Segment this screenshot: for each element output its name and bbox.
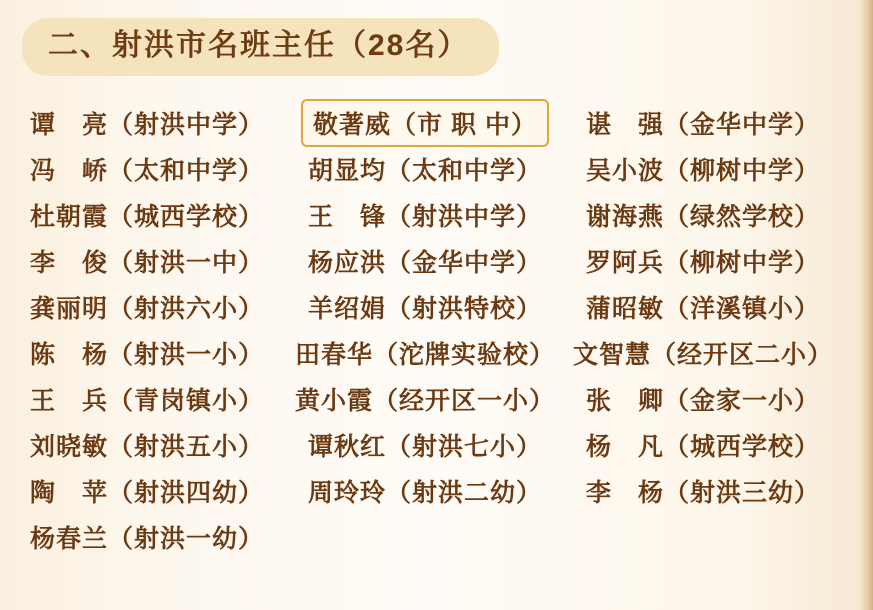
list-item	[564, 105, 842, 141]
list-item	[564, 289, 842, 325]
entry-name: 陈 杨（射洪一小）	[29, 341, 264, 369]
table-row	[0, 238, 873, 284]
entry-name: 龚丽明（射洪六小）	[29, 295, 264, 323]
list-item	[286, 151, 564, 187]
entry-name: 杨应洪（金华中学）	[307, 249, 542, 277]
entry-name: 王 兵（青岗镇小）	[29, 387, 264, 415]
entry-name: 谭 亮（射洪中学）	[29, 111, 264, 139]
list-item	[286, 243, 564, 279]
list-item	[8, 473, 286, 509]
name-list	[0, 100, 873, 560]
entry-name: 李 杨（射洪三幼）	[585, 479, 820, 507]
entry-name: 谢海燕（绿然学校）	[585, 203, 820, 231]
table-row	[0, 422, 873, 468]
list-item	[286, 473, 564, 509]
list-item	[286, 427, 564, 463]
table-row	[0, 192, 873, 238]
entry-name: 周玲玲（射洪二幼）	[307, 479, 542, 507]
entry-name: 张 卿（金家一小）	[585, 387, 820, 415]
entry-name: 罗阿兵（柳树中学）	[585, 249, 820, 277]
entry-name: 田春华（沱牌实验校）	[294, 341, 555, 369]
list-item	[286, 381, 564, 417]
list-item	[8, 289, 286, 325]
entry-name: 王 锋（射洪中学）	[307, 203, 542, 231]
entry-name: 冯 峤（太和中学）	[29, 157, 264, 185]
entry-name: 文智慧（经开区二小）	[572, 341, 833, 369]
list-item	[564, 243, 842, 279]
entry-name: 杜朝霞（城西学校）	[29, 203, 264, 231]
list-item	[8, 427, 286, 463]
list-item	[8, 381, 286, 417]
list-item	[286, 197, 564, 233]
list-item	[564, 151, 842, 187]
entry-name: 谭秋红（射洪七小）	[307, 433, 542, 461]
table-row	[0, 330, 873, 376]
entry-name: 蒲昭敏（洋溪镇小）	[585, 295, 820, 323]
list-item	[564, 427, 842, 463]
table-row	[0, 514, 873, 560]
list-item	[8, 335, 286, 371]
entry-name: 谌 强（金华中学）	[585, 111, 820, 139]
list-item	[286, 335, 564, 371]
list-item	[8, 519, 286, 555]
list-item-highlighted[interactable]	[286, 101, 564, 145]
list-item	[564, 381, 842, 417]
table-row	[0, 146, 873, 192]
list-item	[8, 151, 286, 187]
entry-name: 黄小霞（经开区一小）	[294, 387, 555, 415]
table-row	[0, 376, 873, 422]
list-item	[286, 289, 564, 325]
list-item	[564, 197, 842, 233]
entry-name: 杨 凡（城西学校）	[585, 433, 820, 461]
list-item	[8, 197, 286, 233]
entry-name: 胡显均（太和中学）	[307, 157, 542, 185]
entry-name: 敬著威（市 职 中）	[303, 101, 547, 145]
entry-name: 羊绍娟（射洪特校）	[307, 295, 542, 323]
entry-name: 李 俊（射洪一中）	[29, 249, 264, 277]
entry-name: 吴小波（柳树中学）	[585, 157, 820, 185]
table-row	[0, 284, 873, 330]
list-item	[564, 335, 842, 371]
list-item-empty	[564, 523, 842, 552]
list-item-empty	[286, 523, 564, 552]
section-title: 二、射洪市名班主任（28名）	[22, 18, 499, 76]
list-item	[564, 473, 842, 509]
entry-name: 杨春兰（射洪一幼）	[29, 525, 264, 553]
entry-name: 刘晓敏（射洪五小）	[29, 433, 264, 461]
table-row	[0, 468, 873, 514]
entry-name: 陶 苹（射洪四幼）	[29, 479, 264, 507]
section-title-container	[22, 18, 499, 76]
list-item	[8, 243, 286, 279]
list-item	[8, 105, 286, 141]
table-row	[0, 100, 873, 146]
